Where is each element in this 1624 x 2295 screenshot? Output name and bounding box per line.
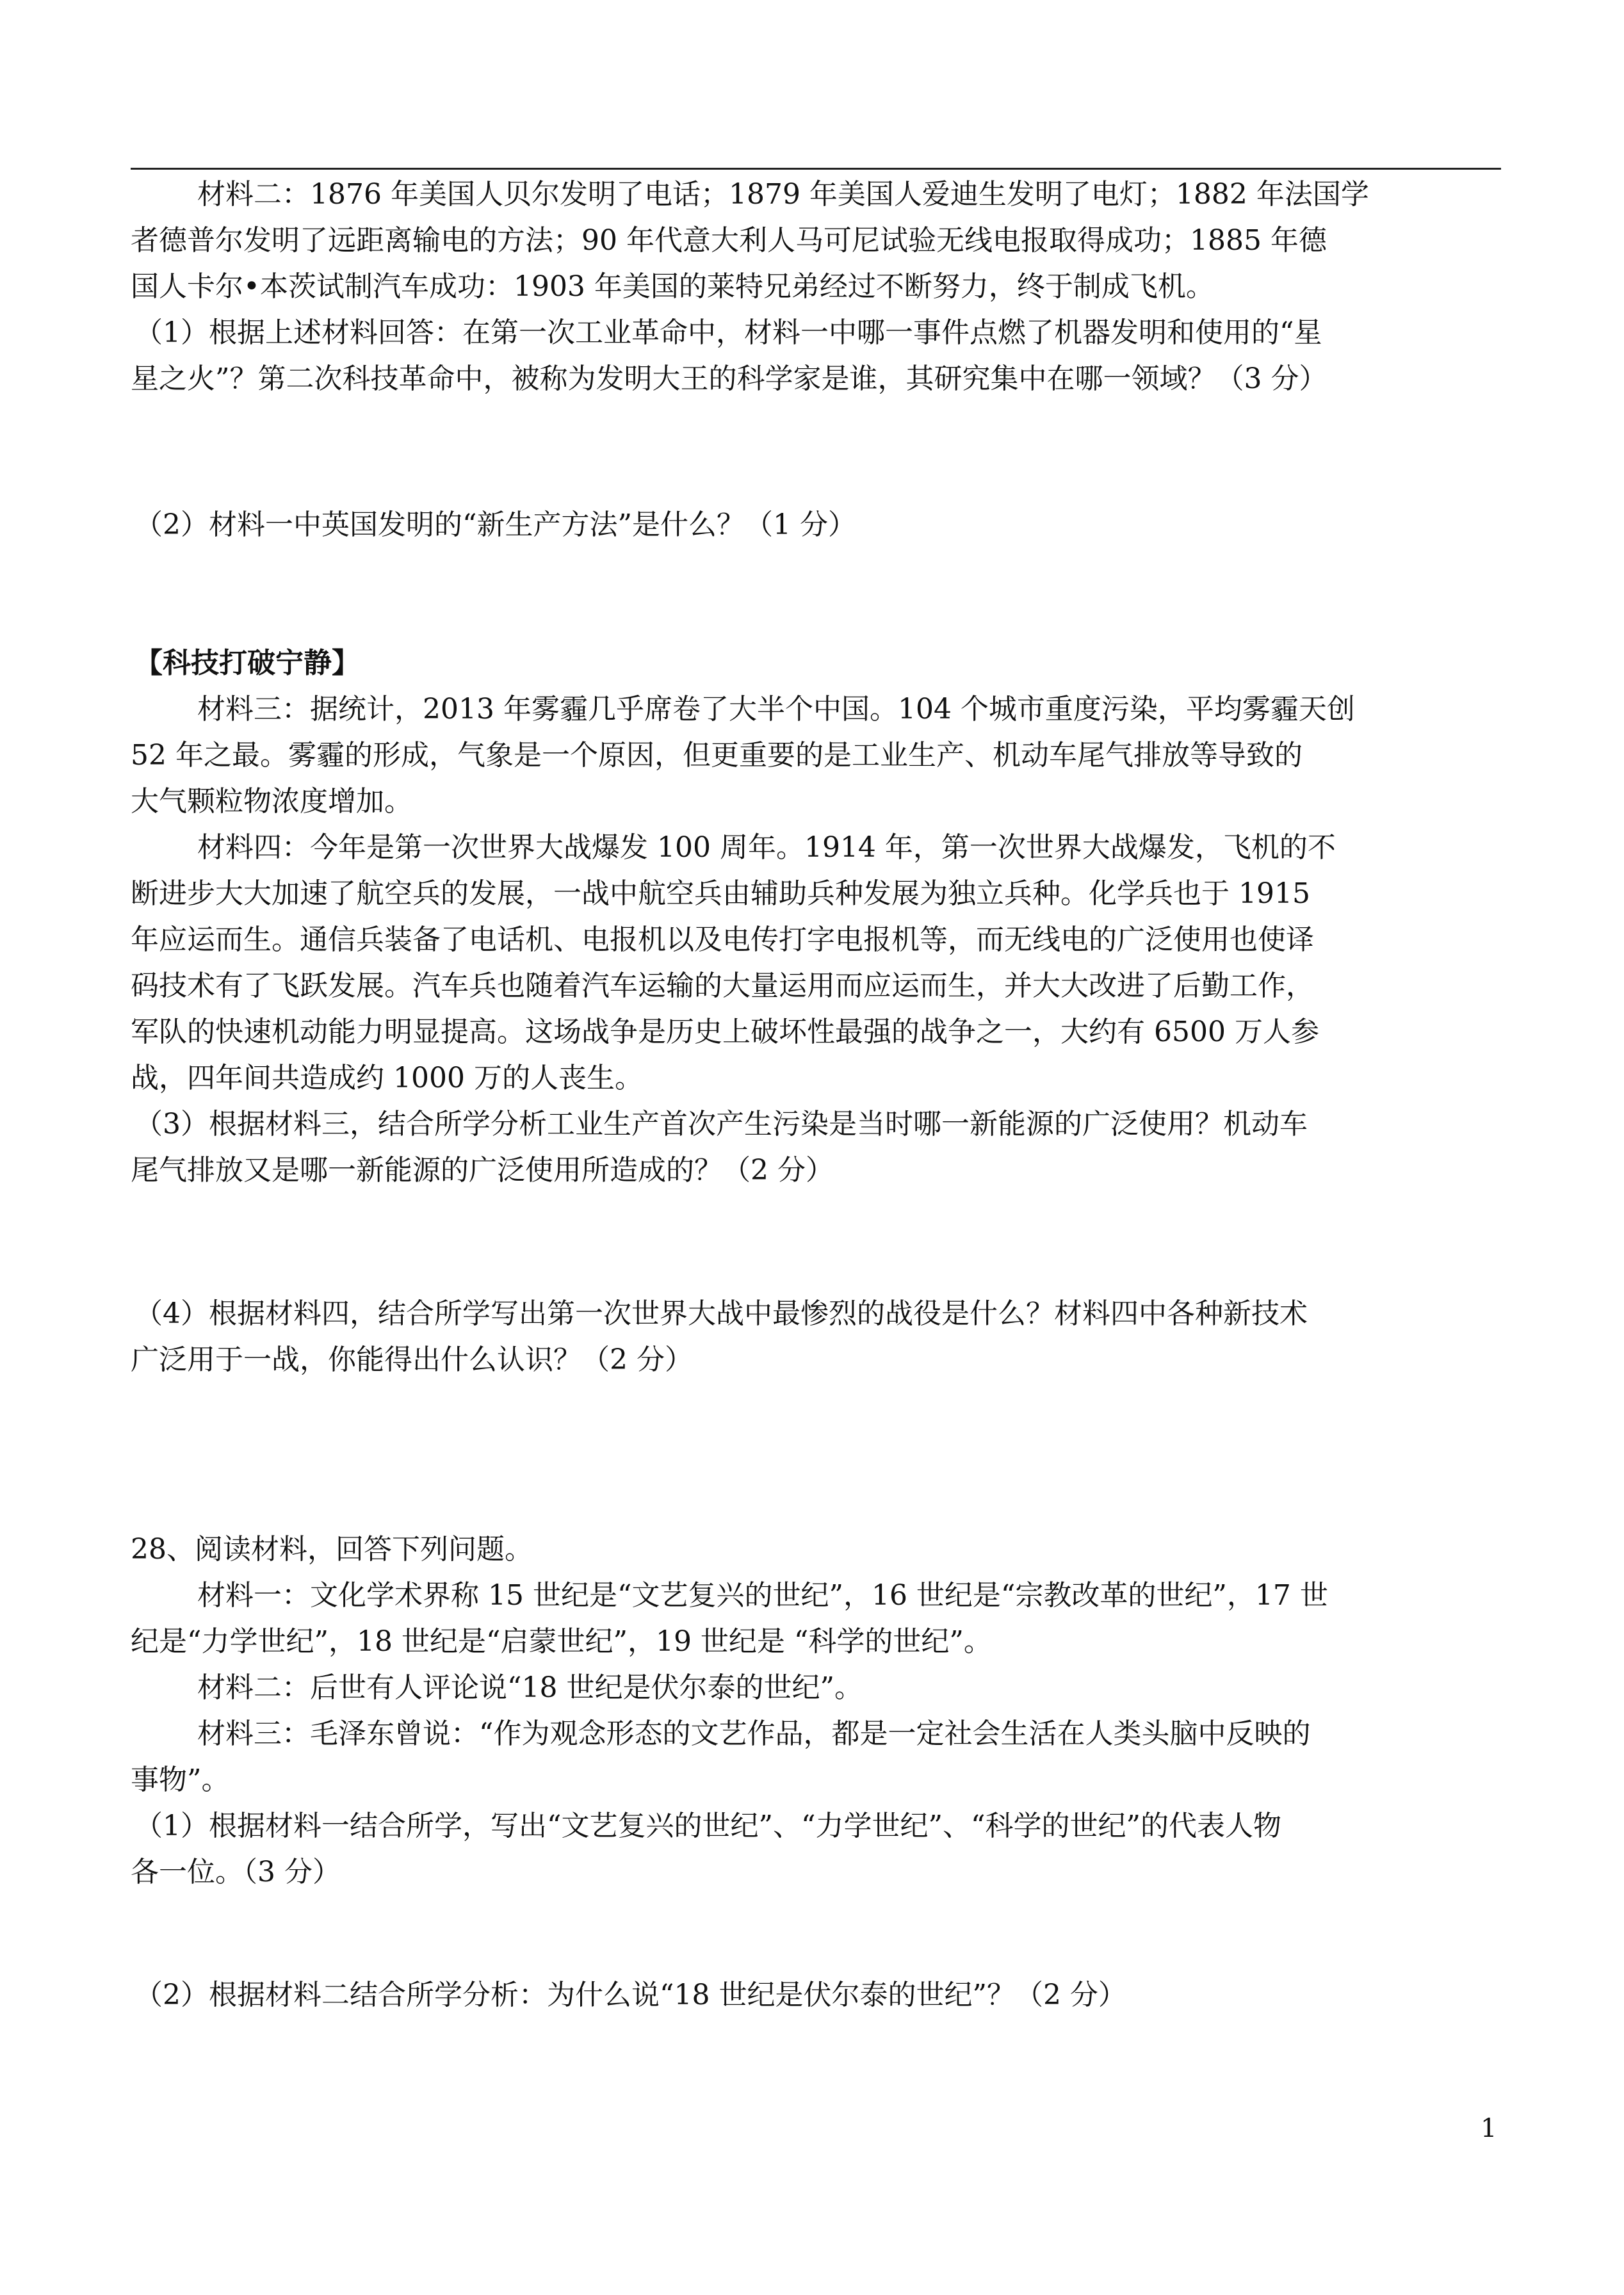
q28-material-1-line-2: 纪是“力学世纪”，18 世纪是“启蒙世纪”，19 世纪是 “科学的世纪”。 xyxy=(131,1625,992,1658)
material-3-line-2: 52 年之最。雾霾的形成，气象是一个原因，但更重要的是工业生产、机动车尾气排放等导致的 xyxy=(131,739,1303,772)
question-1-line-1: （1）根据上述材料回答：在第一次工业革命中，材料一中哪一事件点燃了机器发明和使用的“星 xyxy=(134,316,1322,349)
material-4-line-3: 年应运而生。通信兵装备了电话机、电报机以及电传打字电报机等，而无线电的广泛使用也使译 xyxy=(131,923,1314,956)
material-4-line-6: 战，四年间共造成约 1000 万的人丧生。 xyxy=(131,1062,643,1094)
q28-material-3-line-2: 事物”。 xyxy=(131,1764,230,1796)
material-2-line-2: 者德普尔发明了远距离输电的方法；90 年代意大利人马可尼试验无线电报取得成功；1885 年德 xyxy=(131,224,1327,257)
material-4-line-1: 材料四：今年是第一次世界大战爆发 100 周年。1914 年，第一次世界大战爆发，飞机的不 xyxy=(197,831,1336,864)
header-rule xyxy=(131,168,1501,170)
question-1-line-2: 星之火”？第二次科技革命中，被称为发明大王的科学家是谁，其研究集中在哪一领域？（3 分） xyxy=(131,362,1328,395)
q28-question-1-line-2: 各一位。（3 分） xyxy=(131,1856,341,1888)
q28-material-1-line-1: 材料一：文化学术界称 15 世纪是“文艺复兴的世纪”，16 世纪是“宗教改革的世纪”，17 世 xyxy=(197,1579,1328,1612)
material-2-line-3: 国人卡尔•本茨试制汽车成功：1903 年美国的莱特兄弟经过不断努力，终于制成飞机。 xyxy=(131,270,1214,303)
page-number: 1 xyxy=(1481,2114,1497,2143)
material-4-line-4: 码技术有了飞跃发展。汽车兵也随着汽车运输的大量运用而应运而生，并大大改进了后勤工作， xyxy=(131,969,1314,1002)
question-3-line-1: （3）根据材料三，结合所学分析工业生产首次产生污染是当时哪一新能源的广泛使用？机动车 xyxy=(134,1108,1308,1140)
question-2: （2）材料一中英国发明的“新生产方法”是什么？（1 分） xyxy=(134,508,856,541)
material-4-line-2: 断进步大大加速了航空兵的发展，一战中航空兵由辅助兵种发展为独立兵种。化学兵也于 1915 xyxy=(131,877,1310,910)
q28-question-1-line-1: （1）根据材料一结合所学，写出“文艺复兴的世纪”、“力学世纪”、“科学的世纪”的代表人物 xyxy=(134,1810,1281,1842)
question-4-line-2: 广泛用于一战，你能得出什么认识？（2 分） xyxy=(131,1343,693,1376)
material-4-line-5: 军队的快速机动能力明显提高。这场战争是历史上破坏性最强的战争之一，大约有 6500 万人参 xyxy=(131,1016,1319,1048)
question-28-heading: 28、阅读材料，回答下列问题。 xyxy=(131,1533,533,1566)
material-2-line-1: 材料二：1876 年美国人贝尔发明了电话；1879 年美国人爱迪生发明了电灯；1882 年法国学 xyxy=(197,178,1369,211)
q28-material-2: 材料二：后世有人评论说“18 世纪是伏尔泰的世纪”。 xyxy=(197,1671,863,1704)
q28-material-3-line-1: 材料三：毛泽东曾说：“作为观念形态的文艺作品，都是一定社会生活在人类头脑中反映的 xyxy=(197,1717,1311,1750)
material-3-line-1: 材料三：据统计，2013 年雾霾几乎席卷了大半个中国。104 个城市重度污染，平均雾霾天创 xyxy=(197,693,1355,726)
question-3-line-2: 尾气排放又是哪一新能源的广泛使用所造成的？（2 分） xyxy=(131,1154,834,1187)
q28-question-2: （2）根据材料二结合所学分析：为什么说“18 世纪是伏尔泰的世纪”？（2 分） xyxy=(134,1979,1126,2011)
material-3-line-3: 大气颗粒物浓度增加。 xyxy=(131,785,412,818)
section-heading: 【科技打破宁静】 xyxy=(134,647,360,679)
question-4-line-1: （4）根据材料四，结合所学写出第一次世界大战中最惨烈的战役是什么？材料四中各种新技术 xyxy=(134,1297,1308,1330)
